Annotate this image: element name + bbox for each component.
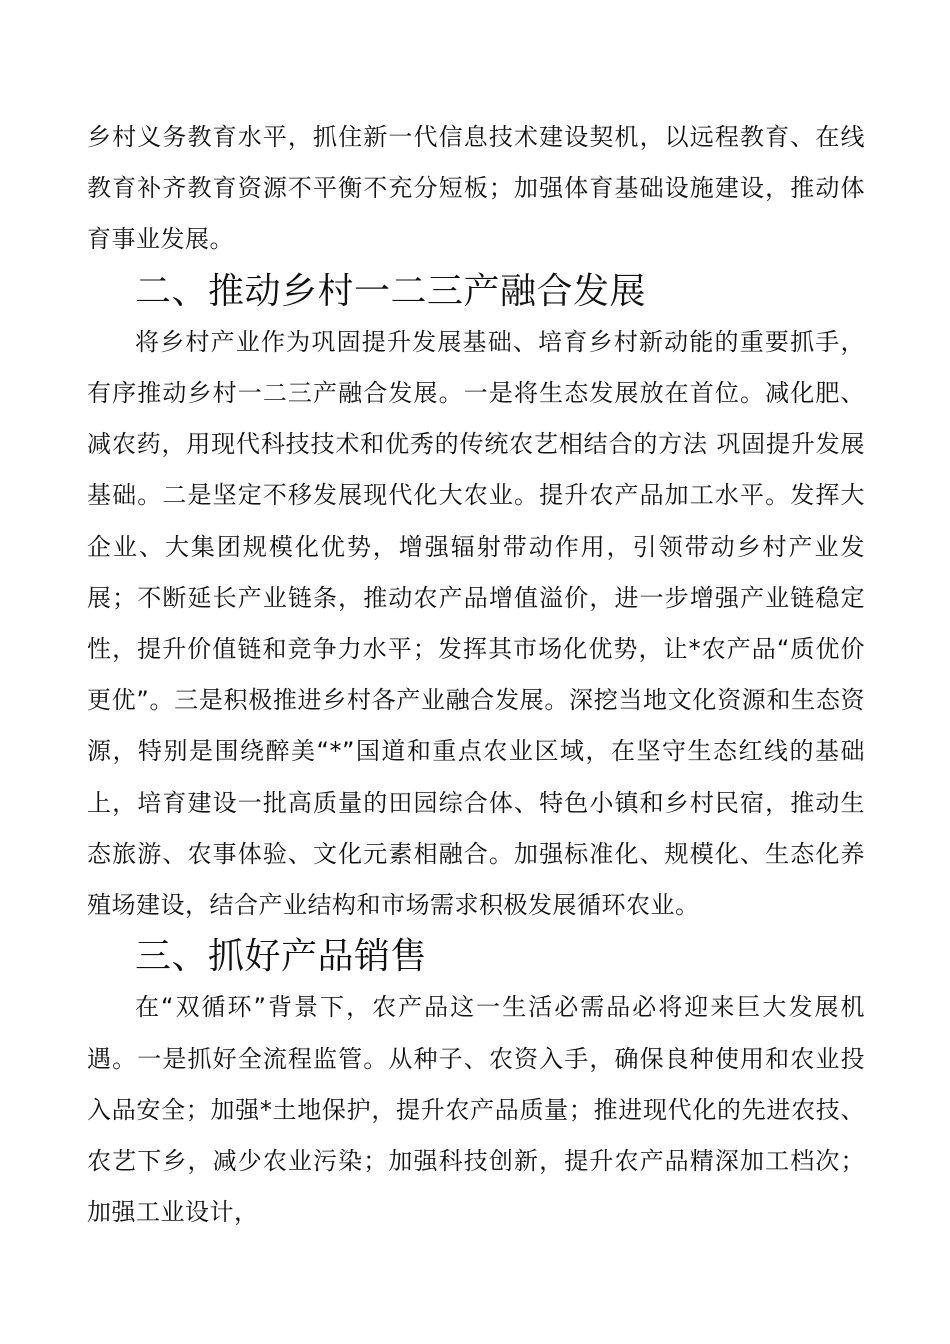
section-heading-3: 三、抓好产品销售: [135, 936, 428, 978]
body-paragraph-industry-integration: 将乡村产业作为巩固提升发展基础、培育乡村新动能的重要抓手，有序推动乡村一二三产融合发展。一是将生态发展放在首位。减化肥、减农药，用现代科技技术和优秀的传统农艺相结合的方法 巩固提升发展基础。二是坚定不移发展现代化大农业。提升农产品加工水平。发挥大企业、大集团规模化优势，增强辐射带动作用，引领带动乡村产业发展；不断延长产业链条，推动农产品增值溢价，进一步增强产业链稳定性，提升价值链和竞争力水平；发挥其市场化优势，让*农产品“质优价更优”。三是积极推进乡村各产业融合发展。深挖当地文化资源和生态资源，特别是围绕醉美“*”国道和重点农业区域，在坚守生态红线的基础上，培育建设一批高质量的田园综合体、特色小镇和乡村民宿，推动生态旅游、农事体验、文化元素相融合。加强标准化、规模化、生态化养殖场建设，结合产业结构和市场需求积极发展循环农业。: [87, 327, 865, 920]
body-paragraph-continued: 乡村义务教育水平，抓住新一代信息技术建设契机，以远程教育、在线教育补齐教育资源不平衡不充分短板；加强体育基础设施建设，推动体育事业发展。: [87, 123, 865, 254]
document-page: [87, 112, 865, 1238]
body-paragraph-product-sales: 在“双循环”背景下，农产品这一生活必需品必将迎来巨大发展机遇。一是抓好全流程监管。从种子、农资入手，确保良种使用和农业投入品安全；加强*土地保护，提升农产品质量；推进现代化的先进农技、农艺下乡，减少农业污染；加强科技创新，提升农产品精深加工档次；加强工业设计，: [87, 993, 865, 1227]
section-heading-2: 二、推动乡村一二三产融合发展: [135, 270, 647, 312]
